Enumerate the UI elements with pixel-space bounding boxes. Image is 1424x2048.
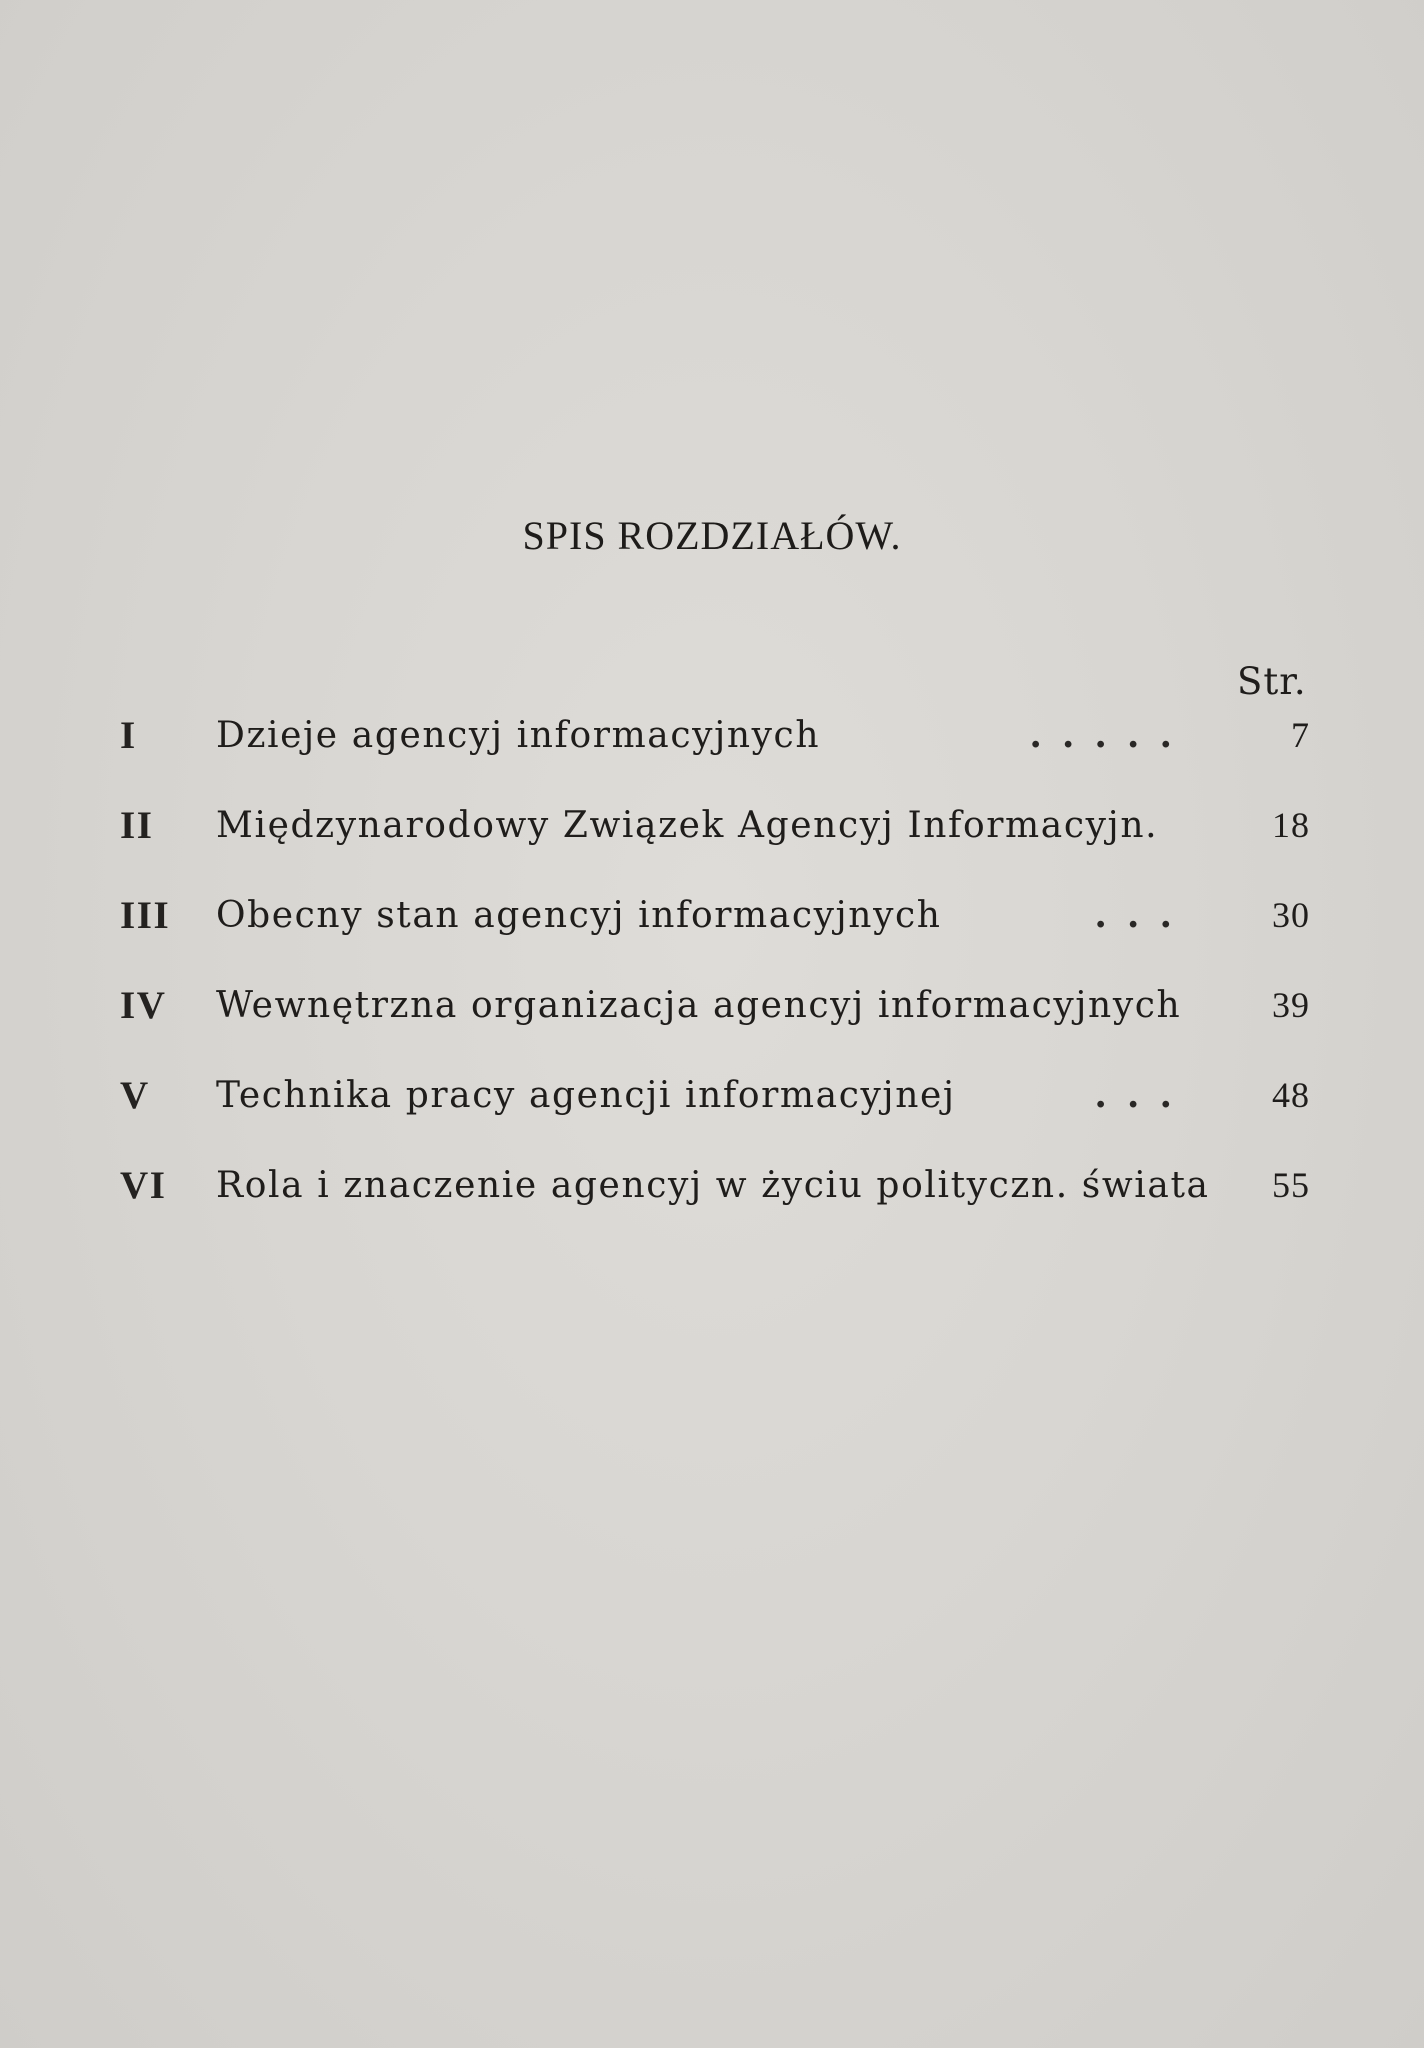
chapter-entry (216, 1074, 1210, 1116)
chapter-page-number: 18 (1272, 805, 1310, 845)
chapter-title: Rola i znaczenie agencyj w życiu polityczn. świata (216, 1164, 1210, 1206)
page-title: SPIS ROZDZIAŁÓW. (522, 513, 902, 558)
chapter-page-number: 55 (1272, 1165, 1310, 1205)
chapter-title: Wewnętrzna organizacja agencyj informacyjnych (216, 984, 1182, 1026)
chapter-page-number: 7 (1291, 715, 1310, 755)
chapter-entry (216, 714, 1210, 756)
toc-row (120, 1050, 1310, 1140)
chapter-number: IV (120, 983, 167, 1027)
chapter-title: Międzynarodowy Związek Agencyj Informacyjn. (216, 804, 1159, 846)
chapter-number: I (120, 713, 137, 757)
dot-leader: ... (1094, 894, 1192, 936)
dot-leader: ..... (1029, 714, 1192, 756)
chapter-page-number: 39 (1272, 985, 1310, 1025)
toc-row (120, 780, 1310, 870)
chapter-number: VI (120, 1163, 167, 1207)
chapter-title: Obecny stan agencyj informacyjnych (216, 894, 942, 936)
chapter-page-number: 30 (1272, 895, 1310, 935)
dot-leader: ... (1094, 1074, 1192, 1116)
chapter-entry (216, 894, 1210, 936)
chapter-number: II (120, 803, 154, 847)
chapter-title: Dzieje agencyj informacyjnych (216, 714, 821, 756)
chapter-number: V (120, 1073, 150, 1117)
chapter-page-number: 48 (1272, 1075, 1310, 1115)
chapter-entry (216, 1165, 1210, 1206)
chapter-number: III (120, 893, 171, 937)
toc-row (120, 870, 1310, 960)
page-column-header: Str. (1237, 660, 1307, 703)
toc-row (120, 690, 1310, 780)
toc-row (120, 1140, 1310, 1230)
toc-row (120, 960, 1310, 1050)
chapter-entry (216, 805, 1210, 846)
table-of-contents (120, 690, 1310, 1230)
chapter-entry (216, 985, 1210, 1026)
chapter-title: Technika pracy agencji informacyjnej (216, 1074, 956, 1116)
